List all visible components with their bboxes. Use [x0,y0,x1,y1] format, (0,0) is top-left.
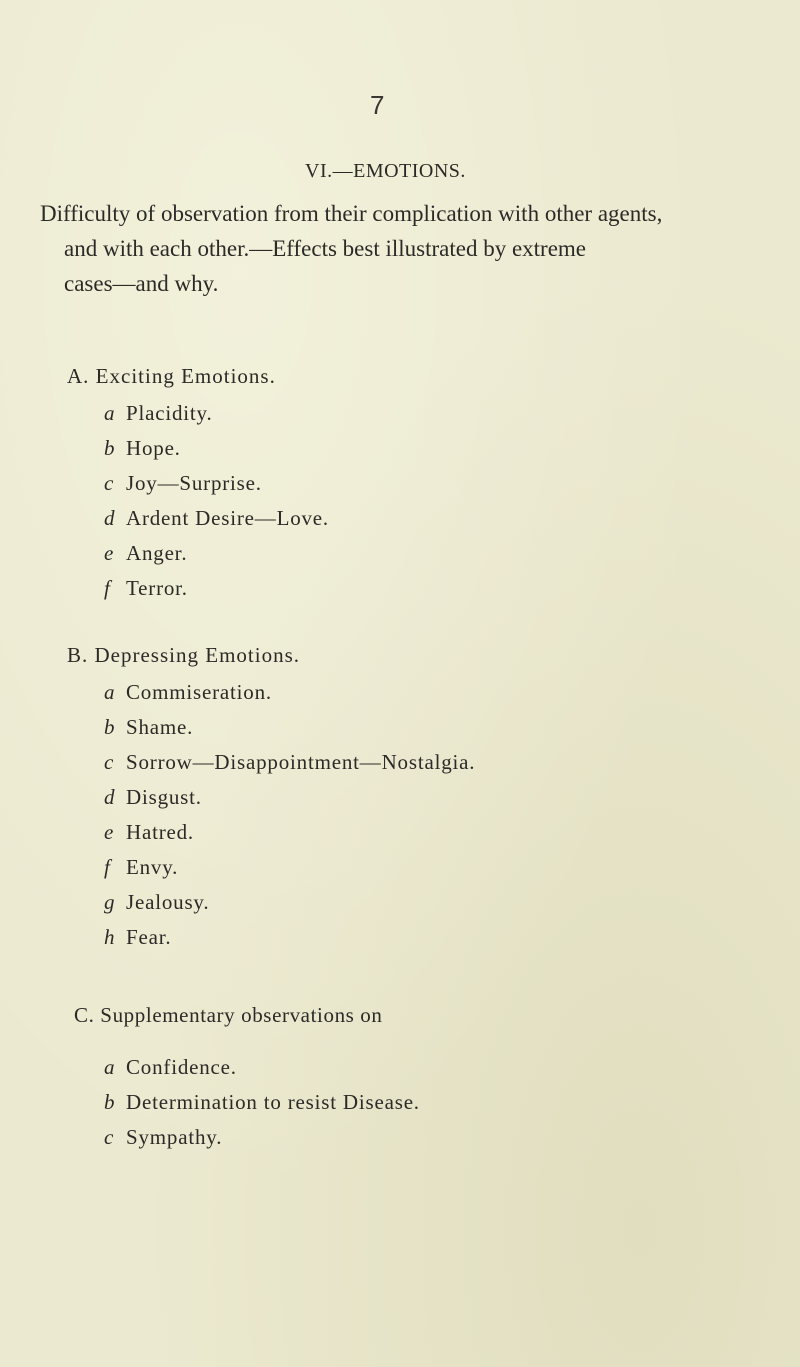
item-text: Hope. [126,436,181,460]
item-text: Jealousy. [126,890,210,914]
intro-paragraph [40,196,770,301]
list-item [104,1055,237,1080]
item-text: Sorrow—Disappointment—Nostalgia. [126,750,476,774]
item-letter: b [104,715,116,739]
item-text: Ardent Desire—Love. [126,506,329,530]
section-heading-a: A. Exciting Emotions. [67,364,276,388]
item-text: Placidity. [126,401,213,425]
intro-line: Difficulty of observation from their complication with other agents, [40,201,663,226]
item-text: Joy—Surprise. [126,471,262,495]
item-text: Fear. [126,925,172,949]
item-letter: b [104,1090,116,1114]
page-number: 7 [370,90,385,120]
chapter-title: VI.—EMOTIONS. [305,160,466,182]
section-heading-b: B. Depressing Emotions. [67,643,300,667]
item-letter: c [104,471,115,495]
section-heading-c: C. Supplementary observations on [74,1003,383,1027]
item-text: Disgust. [126,785,202,809]
list-item [104,471,262,496]
item-text: Determination to resist Disease. [126,1090,420,1114]
item-letter: e [104,820,115,844]
list-item [104,820,194,845]
list-item [104,506,329,531]
intro-line: cases—and why. [64,271,219,296]
item-text: Envy. [126,855,179,879]
item-letter: a [104,401,116,425]
list-item [104,1125,222,1150]
list-item [104,750,475,775]
list-item [104,541,187,566]
item-letter: h [104,925,116,949]
list-item [104,576,188,601]
item-letter: g [104,890,116,914]
item-text: Commiseration. [126,680,272,704]
intro-line: and with each other.—Effects best illustrated by extreme [64,236,587,261]
item-letter: b [104,436,116,460]
list-item [104,855,178,880]
item-text: Shame. [126,715,194,739]
item-letter: a [104,680,116,704]
item-text: Confidence. [126,1055,237,1079]
list-item [104,715,193,740]
item-text: Anger. [126,541,188,565]
item-letter: f [104,855,111,879]
item-letter: d [104,785,116,809]
item-letter: d [104,506,116,530]
item-letter: c [104,750,115,774]
list-item [104,401,213,426]
item-letter: f [104,576,111,600]
item-text: Hatred. [126,820,194,844]
item-letter: a [104,1055,116,1079]
list-item [104,785,202,810]
item-letter: e [104,541,115,565]
list-item [104,925,171,950]
list-item [104,1090,420,1115]
list-item [104,890,209,915]
list-item [104,680,272,705]
item-text: Terror. [126,576,188,600]
item-letter: c [104,1125,115,1149]
list-item [104,436,181,461]
item-text: Sympathy. [126,1125,223,1149]
